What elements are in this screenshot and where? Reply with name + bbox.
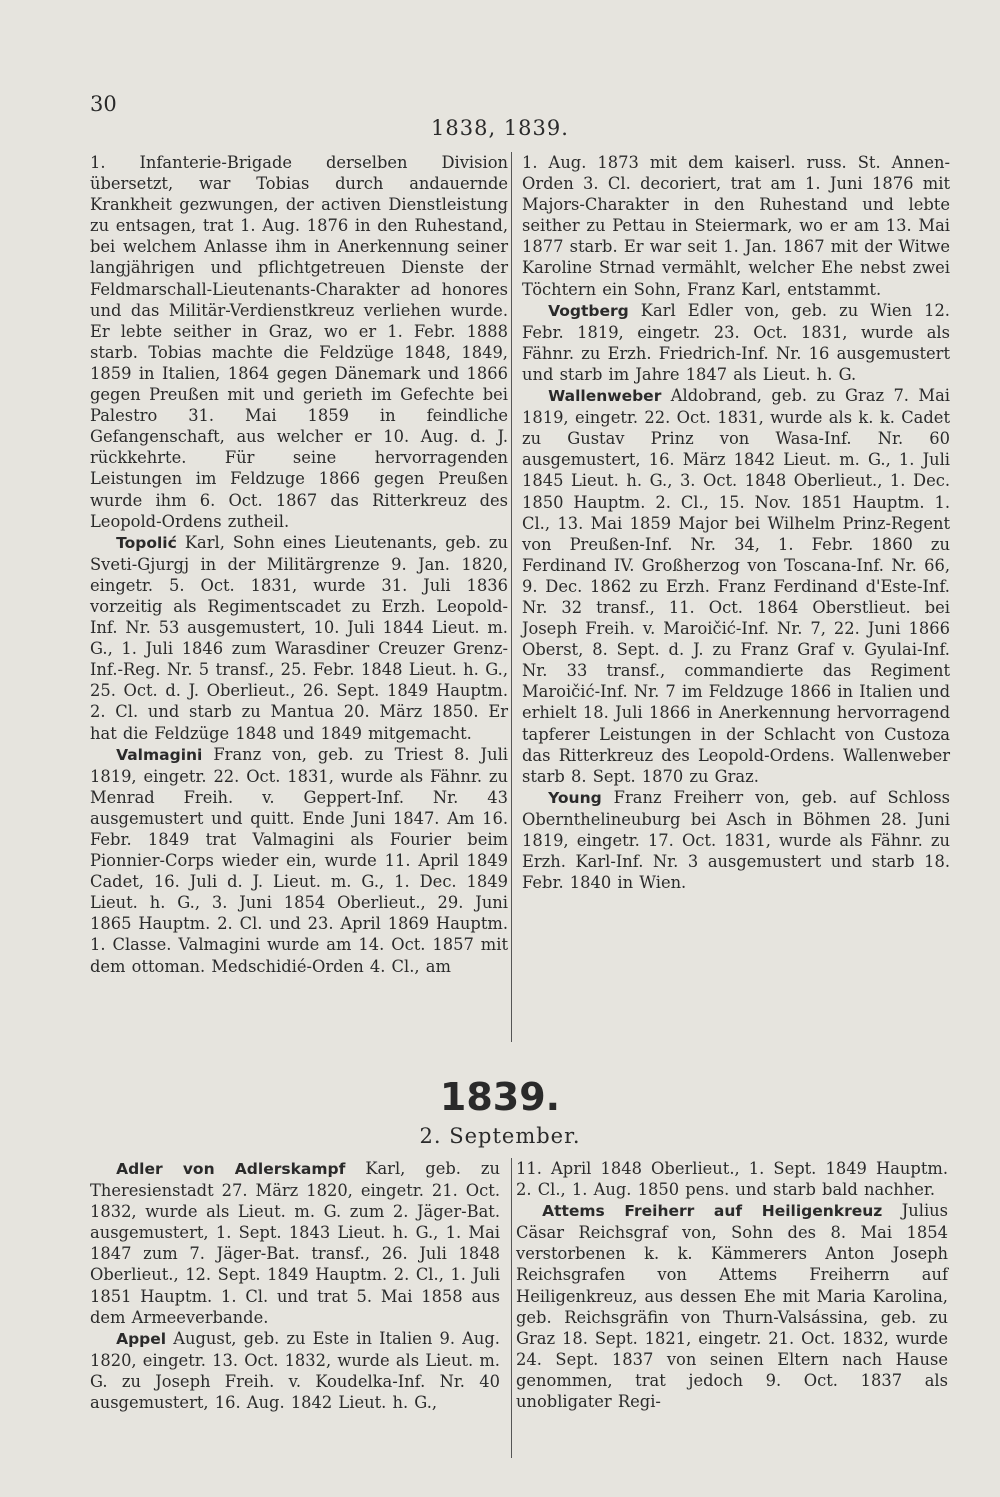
entry-name: Valmagini xyxy=(116,745,203,764)
entry-appel: Appel August, geb. zu Este in Italien 9. Aug. 1820, eingetr. 13. Oct. 1832, wurde als Lieut. m. G. zu Joseph Freih. v. Koudelka-Inf. Nr. 40 ausgemustert, 16. Aug. 1842 Lieut. h. G., xyxy=(90,1328,500,1413)
top-left-column xyxy=(90,152,508,977)
paragraph: 1. Aug. 1873 mit dem kaiserl. russ. St. Annen-Orden 3. Cl. decoriert, trat am 1. Juni 1876 mit Majors-Charakter in den Ruhestand und lebte seither zu Pettau in Steiermark, wo er am 13. Mai 1877 starb. Er war seit 1. Jan. 1867 mit der Witwe Karoline Strnad vermählt, welcher Ehe nebst zwei Töchtern ein Sohn, Franz Karl, entstammt. xyxy=(522,153,950,299)
entry-name: Topolić xyxy=(116,533,177,552)
bottom-right-column xyxy=(516,1158,948,1412)
year-heading: 1839. xyxy=(439,1075,561,1119)
bottom-left-column xyxy=(90,1158,500,1413)
entry-name: Attems Freiherr auf Heiligenkreuz xyxy=(542,1202,883,1221)
entry-valmagini: Valmagini Franz von, geb. zu Triest 8. Juli 1819, eingetr. 22. Oct. 1831, wurde als Fähnr. zu Menrad Freih. v. Geppert-Inf. Nr. 43 ausgemustert und quitt. Ende Juni 1847. Am 16. Febr. 1849 trat Valmagini als Fourier beim Pionnier-Corps wieder ein, wurde 11. April 1849 Cadet, 16. Juli d. J. Lieut. m. G., 1. Dec. 1849 Lieut. h. G., 3. Juni 1854 Oberlieut., 29. Juni 1865 Hauptm. 2. Cl. und 23. April 1869 Hauptm. 1. Classe. Valmagini wurde am 14. Oct. 1857 mit dem ottoman. Medschidié-Orden 4. Cl., am xyxy=(90,744,508,976)
entry-name: Adler von Adlerskampf xyxy=(116,1160,346,1178)
top-right-column xyxy=(522,152,950,893)
column-divider xyxy=(511,152,512,1042)
column-divider xyxy=(511,1158,512,1458)
date-heading: 2. September. xyxy=(419,1124,581,1148)
paragraph: 11. April 1848 Oberlieut., 1. Sept. 1849 Hauptm. 2. Cl., 1. Aug. 1850 pens. und starb bald nachher. xyxy=(516,1159,948,1200)
entry-name: Wallenweber xyxy=(548,387,662,406)
entry-adler: Adler von Adlerskampf Karl, geb. zu Theresienstadt 27. März 1820, eingetr. 21. Oct. 1832, wurde als Lieut. m. G. zum 2. Jäger-Bat. ausgemustert, 1. Sept. 1843 Lieut. h. G., 1. Mai 1847 zum 7. Jäger-Bat. transf., 26. Juli 1848 Oberlieut., 12. Sept. 1849 Hauptm. 2. Cl., 1. Juli 1851 Hauptm. 1. Cl. und trat 5. Mai 1858 aus dem Armeeverbande. xyxy=(90,1159,500,1327)
entry-name: Appel xyxy=(116,1329,167,1348)
entry-topolic: Topolić Karl, Sohn eines Lieutenants, geb. zu Sveti-Gjurgj in der Militärgrenze 9. Jan. 1820, eingetr. 5. Oct. 1831, wurde 31. Juli 1836 vorzeitig als Regimentscadet zu Erzh. Leopold-Inf. Nr. 53 ausgemustert, 10. Juli 1844 Lieut. m. G., 1. Juli 1846 zum Warasdiner Creuzer Grenz-Inf.-Reg. Nr. 5 transf., 25. Febr. 1848 Lieut. h. G., 25. Oct. d. J. Oberlieut., 26. Sept. 1849 Hauptm. 2. Cl. und starb zu Mantua 20. März 1850. Er hat die Feldzüge 1848 und 1849 mitgemacht. xyxy=(90,532,508,743)
entry-vogtberg: Vogtberg Karl Edler von, geb. zu Wien 12. Febr. 1819, eingetr. 23. Oct. 1831, wurde als Fähnr. zu Erzh. Friedrich-Inf. Nr. 16 ausgemustert und starb im Jahre 1847 als Lieut. h. G. xyxy=(522,300,950,384)
paragraph: 1. Infanterie-Brigade derselben Division übersetzt, war Tobias durch andauernde Krankheit gezwungen, der activen Dienstleistung zu entsagen, trat 1. Aug. 1876 in den Ruhestand, bei welchem Anlasse ihm in Anerkennung seiner langjährigen und pflichtgetreuen Dienste der Feldmarschall-Lieutenants-Charakter ad honores und das Militär-Verdienstkreuz verliehen wurde. Er lebte seither in Graz, wo er 1. Febr. 1888 starb. Tobias machte die Feldzüge 1848, 1849, 1859 in Italien, 1864 gegen Dänemark und 1866 gegen Preußen mit und gerieth im Gefechte bei Palestro 31. Mai 1859 in feindliche Gefangenschaft, aus welcher er 10. Aug. d. J. rückkehrte. Für seine hervorragenden Leistungen im Feldzuge 1866 gegen Preußen wurde ihm 6. Oct. 1867 das Ritterkreuz des Leopold-Ordens zutheil. xyxy=(90,153,508,531)
entry-young: Young Franz Freiherr von, geb. auf Schloss Obernthelineuburg bei Asch in Böhmen 28. Juni 1819, eingetr. 17. Oct. 1831, wurde als Fähnr. zu Erzh. Karl-Inf. Nr. 3 ausgemustert und starb 18. Febr. 1840 in Wien. xyxy=(522,787,950,893)
running-head: 1838, 1839. xyxy=(431,116,569,140)
entry-name: Young xyxy=(548,788,602,807)
page-number: 30 xyxy=(90,92,117,116)
entry-name: Vogtberg xyxy=(548,301,629,320)
entry-attems: Attems Freiherr auf Heiligenkreuz Julius Cäsar Reichsgraf von, Sohn des 8. Mai 1854 verstorbenen k. k. Kämmerers Anton Joseph Reichsgrafen von Attems Freiherrn auf Heiligenkreuz, aus dessen Ehe mit Maria Karolina, geb. Reichsgräfin von Thurn-Valsássina, geb. zu Graz 18. Sept. 1821, eingetr. 21. Oct. 1832, wurde 24. Sept. 1837 von seinen Eltern nach Hause genommen, trat jedoch 9. Oct. 1837 als unobligater Regi- xyxy=(516,1201,948,1412)
entry-wallenweber: Wallenweber Aldobrand, geb. zu Graz 7. Mai 1819, eingetr. 22. Oct. 1831, wurde als k. k. Cadet zu Gustav Prinz von Wasa-Inf. Nr. 60 ausgemustert, 16. März 1842 Lieut. m. G., 1. Juli 1845 Lieut. h. G., 3. Oct. 1848 Oberlieut., 1. Dec. 1850 Hauptm. 2. Cl., 15. Nov. 1851 Hauptm. 1. Cl., 13. Mai 1859 Major bei Wilhelm Prinz-Regent von Preußen-Inf. Nr. 34, 1. Febr. 1860 zu Ferdinand IV. Großherzog von Toscana-Inf. Nr. 66, 9. Dec. 1862 zu Erzh. Franz Ferdinand d'Este-Inf. Nr. 32 transf., 11. Oct. 1864 Oberstlieut. bei Joseph Freih. v. Maroičić-Inf. Nr. 7, 22. Juni 1866 Oberst, 8. Sept. d. J. zu Franz Graf v. Gyulai-Inf. Nr. 33 transf., commandierte das Regiment Maroičić-Inf. Nr. 7 im Feldzuge 1866 in Italien und erhielt 18. Juli 1866 in Anerkennung hervorragend tapferer Leistungen in der Schlacht von Custoza das Ritterkreuz des Leopold-Ordens. Wallenweber starb 8. Sept. 1870 zu Graz. xyxy=(522,386,951,786)
